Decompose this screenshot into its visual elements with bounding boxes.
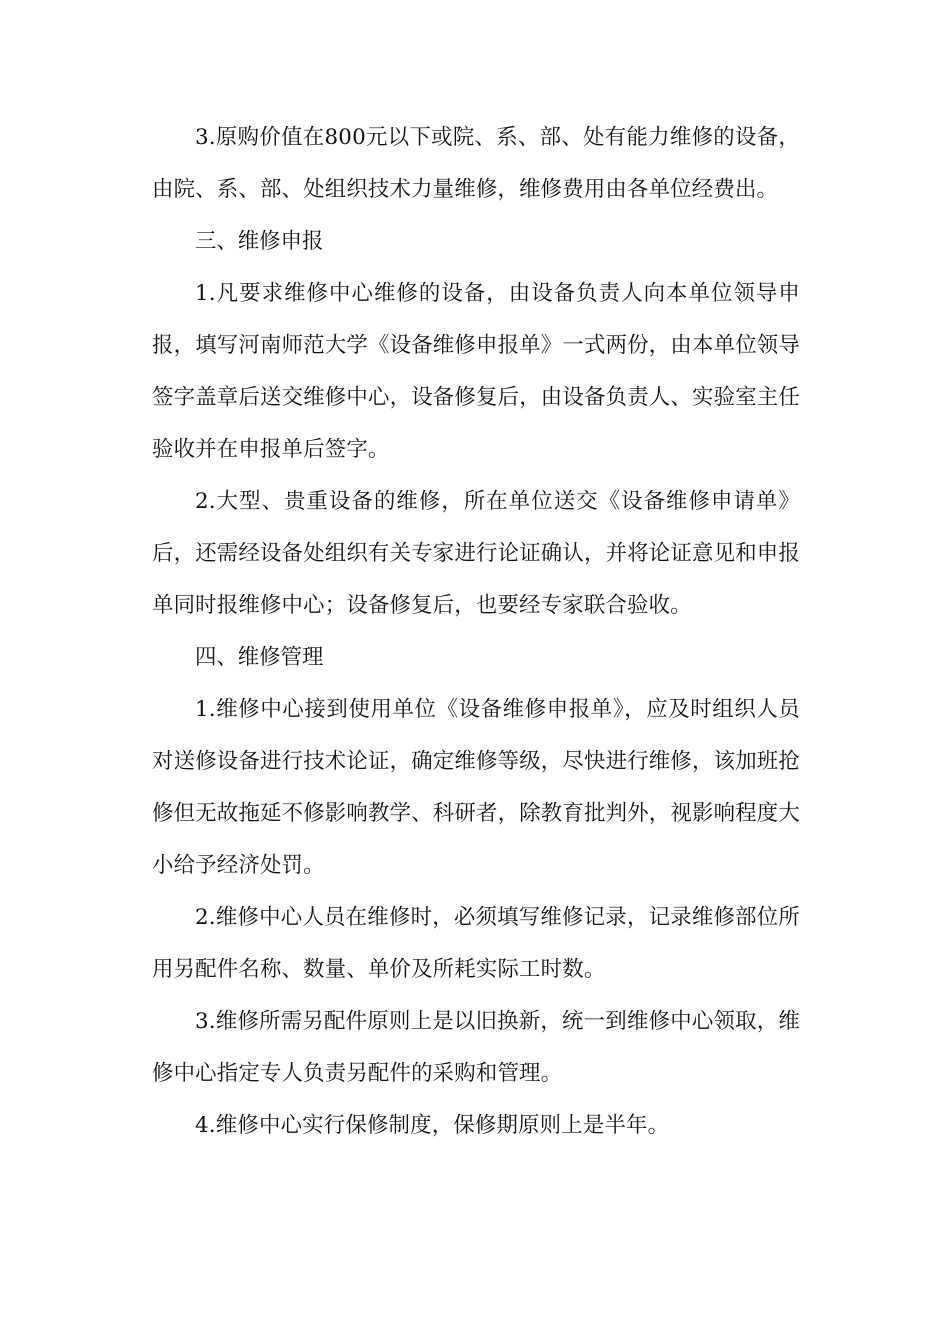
paragraph-repair-records: 2.维修中心人员在维修时，必须填写维修记录，记录维修部位所用另配件名称、数量、单价及所耗实际工时数。 [152,905,800,982]
paragraph-application-procedure: 1.凡要求维修中心维修的设备，由设备负责人向本单位领导申报，填写河南师范大学《设备维修申报单》一式两份，由本单位领导签字盖章后送交维修中心，设备修复后，由设备负责人、实验室主任验收并在申报单后签字。 [152,281,800,462]
paragraph-equipment-under-800: 3.原购价值在800元以下或院、系、部、处有能力维修的设备，由院、系、部、处组织技术力量维修，维修费用由各单位经费出。 [152,125,800,202]
document-body [152,112,800,1152]
section-heading-repair-management: 四、维修管理 [195,645,324,670]
paragraph-repair-center-handling: 1.维修中心接到使用单位《设备维修申报单》，应及时组织人员对送修设备进行技术论证，确定维修等级，尽快进行维修，该加班抢修但无故拖延不修影响教学、科研者，除教育批判外，视影响程度大小给予经济处罚。 [152,697,800,878]
paragraph-warranty: 4.维修中心实行保修制度，保修期原则上是半年。 [195,1113,670,1138]
paragraph-spare-parts: 3.维修所需另配件原则上是以旧换新，统一到维修中心领取，维修中心指定专人负责另配件的采购和管理。 [152,1009,800,1086]
paragraph-large-equipment-repair: 2.大型、贵重设备的维修，所在单位送交《设备维修申请单》后，还需经设备处组织有关专家进行论证确认，并将论证意见和申报单同时报维修中心；设备修复后，也要经专家联合验收。 [152,489,800,618]
section-heading-repair-application: 三、维修申报 [195,229,324,254]
